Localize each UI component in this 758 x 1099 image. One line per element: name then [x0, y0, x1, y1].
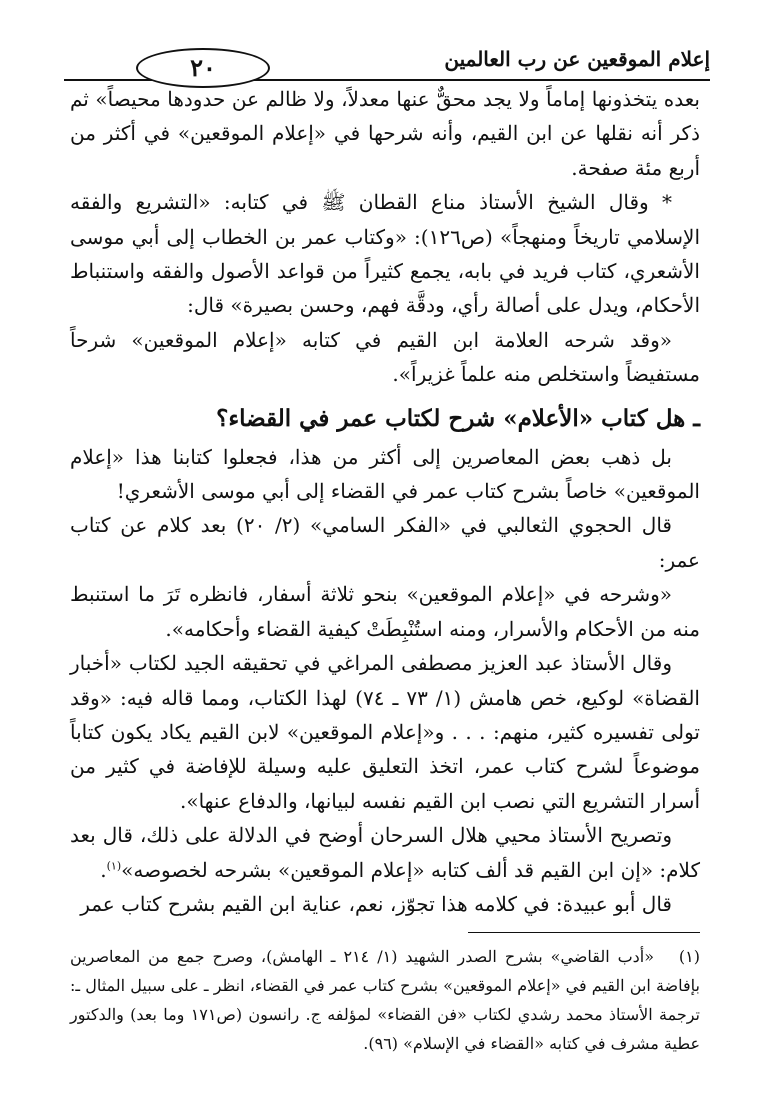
paragraph: قال أبو عبيدة: في كلامه هذا تجوّز، نعم، عناية ابن القيم بشرح كتاب عمر: [80, 891, 672, 916]
footnote-text: «أدب القاضي» بشرح الصدر الشهيد (١/ ٢١٤ ـ الهامش)، وصرح جمع من المعاصرين بإفاضة ابن القيم في «إعلام الموقعين» بشرح كتاب عمر في القضاء، انظر ـ على سبيل المثال ـ: ترجمة الأستاذ محمد رشدي لكتاب «فن القضاء» لمؤلفه ج. رانسون (ص١٧١ وما بعد) والدكتور عطية مشرف في كتابه «القضاء في الإسلام» (٩٦).: [70, 947, 701, 1053]
paragraph-text: وتصريح الأستاذ محيي هلال السرحان أوضح في الدلالة على ذلك، قال بعد كلام: «إن ابن القيم قد ألف كتابه «إعلام الموقعين» بشرحه لخصوصه»: [70, 823, 700, 882]
section-heading: ـ هل كتاب «الأعلام» شرح لكتاب عمر في القضاء؟: [216, 404, 700, 432]
running-header: [64, 40, 710, 86]
paragraph: * وقال الشيخ الأستاذ مناع القطان ﷺ في كتابه: «التشريع والفقه الإسلامي تاريخاً ومنهجاً» (ص١٢٦): «وكتاب عمر بن الخطاب إلى أبي موسى الأشعري، كتاب فريد في بابه، يجمع كثيراً من قواعد الأصول والفقه واستنباط الأحكام، ويدل على أصالة رأي، ودقَّة فهم، وحسن بصيرة» قال:: [70, 190, 700, 318]
paragraph: وقال الأستاذ عبد العزيز مصطفى المراغي في تحقيقه الجيد لكتاب «أخبار القضاة» لوكيع، خص هامش (١/ ٧٣ ـ ٧٤) لهذا الكتاب، ومما قاله فيه: «وقد تولى تفسيره كثير، منهم: . . . و«إعلام الموقعين» لابن القيم يكاد يكون كتاباً موضوعاً لشرح كتاب عمر، اتخذ التعليق عليه وسيلة للإفاضة في كثير من أسرار التشريع التي نصب ابن القيم نفسه لبيانها، والدفاع عنها».: [70, 651, 700, 813]
quote-paragraph: «وشرحه في «إعلام الموقعين» بنحو ثلاثة أسفار، فانظره تَرَ ما استنبط منه من الأحكام والأسرار، ومنه استُنْبِطَتْ كيفية القضاء وأحكامه».: [70, 582, 700, 641]
main-text: [70, 82, 700, 921]
page-number: ٢٠: [136, 48, 270, 88]
paragraph: قال الحجوي الثعالبي في «الفكر السامي» (٢/ ٢٠) بعد كلام عن كتاب عمر:: [70, 513, 700, 572]
footnote-ref: (١): [106, 858, 122, 872]
footnote-separator: [468, 932, 700, 933]
paragraph: بل ذهب بعض المعاصرين إلى أكثر من هذا، فجعلوا كتابنا هذا «إعلام الموقعين» خاصاً بشرح كتاب عمر في القضاء إلى أبي موسى الأشعري!: [70, 444, 700, 504]
paragraph: بعده يتخذونها إماماً ولا يجد محقٌّ عنها معدلاً، ولا ظالم عن حدودها محيصاً» ثم ذكر أنه نقلها عن ابن القيم، وأنه شرحها في «إعلام الموقعين» في أكثر من أربع مئة صفحة.: [70, 87, 701, 180]
running-title: إعلام الموقعين عن رب العالمين: [444, 47, 710, 71]
quote-paragraph: «وقد شرحه العلامة ابن القيم في كتابه «إعلام الموقعين» شرحاً مستفيضاً واستخلص منه علماً غزيراً».: [70, 327, 700, 387]
footnote: [70, 942, 700, 1058]
paragraph: [70, 818, 700, 887]
paragraph-end: .: [100, 857, 107, 882]
footnote-number: (١): [678, 947, 701, 966]
